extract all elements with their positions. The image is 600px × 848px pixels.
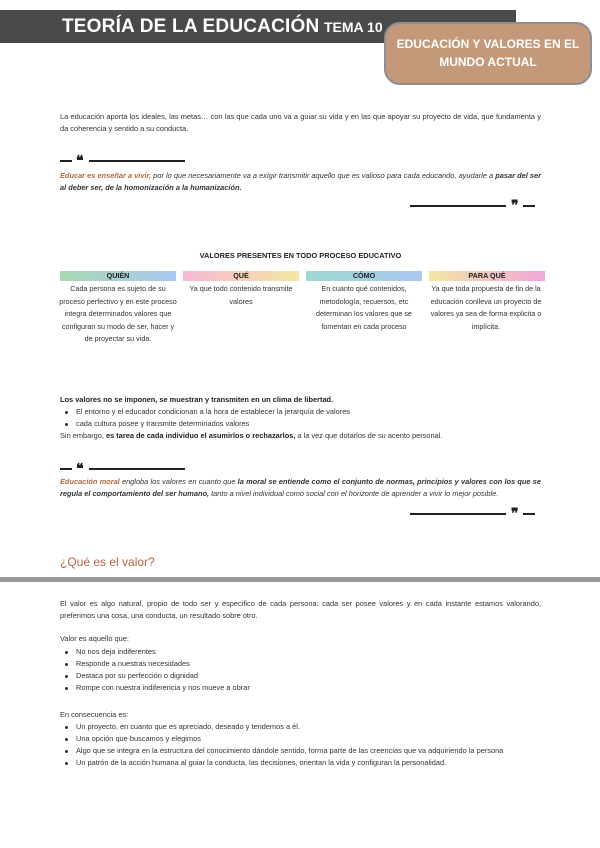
list-item: No nos deja indiferentes [60, 646, 541, 658]
column-header-para-que: PARA QUÉ [429, 271, 545, 281]
open-quote-icon: ❝ [76, 153, 84, 169]
list-item: Una opción que buscamos y elegimos [60, 733, 541, 745]
list-intro: En consecuencia es: [60, 710, 129, 719]
value-traits-list [60, 646, 541, 694]
quote-text-end: tanto a nivel individual como social con el horizonte de aprender a vivir lo mejor posible. [209, 489, 499, 498]
column-header-que: QUÉ [183, 271, 299, 281]
quote-emphasis: pasar del ser al deber ser, de la homonización a la humanización. [60, 171, 541, 192]
values-closing [60, 430, 541, 442]
closing-text-end: a la vez que dotarlos de su acento personal. [295, 431, 443, 440]
quote-educar [60, 170, 541, 194]
quote-lead: Educar es enseñar a vivir, [60, 171, 152, 180]
list-item: Un proyecto, en cuanto que es apreciado, deseado y tendemos a él. [60, 721, 541, 733]
values-heading: Los valores no se imponen, se muestran y transmiten en un clima de libertad. [60, 395, 334, 404]
list-item: Responde a nuestras necesidades [60, 658, 541, 670]
column-text-que: Ya que todo contenido transmite valores [189, 284, 293, 306]
consequence-list [60, 721, 541, 769]
quote-close-mark [410, 506, 535, 522]
open-quote-icon: ❝ [76, 461, 84, 477]
list-item: Rompe con nuestra indiferencia y nos mueve a obrar [60, 682, 541, 694]
value-definition: El valor es algo natural, propio de todo ser y especifico de cada persona: cada ser posee valores y en cada instante estamos valorando, preferimos una cosa, una conducta, un resultado sobre otro. [60, 599, 541, 620]
section-title: ¿Qué es el valor? [60, 555, 155, 569]
tema-label: TEMA 10 [324, 19, 383, 35]
list-item: Destaca por su perfección o dignidad [60, 670, 541, 682]
values-list [60, 406, 541, 430]
quote-educacion-moral [60, 476, 541, 500]
list-intro: Valor es aquello que: [60, 634, 129, 643]
list-item: Un patrón de la acción humana al guiar la conducta, las decisiones, orientan la vida y configuran la personalidad. [60, 757, 541, 769]
document-title: TEORÍA DE LA EDUCACIÓN [62, 16, 320, 37]
column-text-quien: Cada persona es sujeto de su proceso perfectivo y en este proceso integra determinados valores que configuran su modo de ser, hacer y de proyectar su vida. [59, 284, 177, 343]
list-item: cada cultura posee y transmite determinados valores [60, 418, 541, 430]
column-header-como: CÓMO [306, 271, 422, 281]
quote-open-mark [60, 153, 185, 169]
section-divider [0, 577, 600, 582]
closing-emphasis: es tarea de cada individuo el asumirlos o rechazarlos, [106, 431, 296, 440]
list-item: El entorno y el educador condicionan a la hora de establecer la jerarquía de valores [60, 406, 541, 418]
column-text-como: En cuanto qué contenidos, metodología, recuersos, etc determinan los valores que se fomentan en cada proceso [316, 284, 412, 331]
column-text-para-que: Ya que toda propuesta de fin de la educación conlleva un proyecto de valores ya sea de forma explicita o implícita. [430, 284, 542, 331]
column-header-quien: QUIÉN [60, 271, 176, 281]
table-title: VALORES PRESENTES EN TODO PROCESO EDUCATIVO [199, 251, 402, 260]
topic-badge: EDUCACIÓN Y VALORES EN EL MUNDO ACTUAL [384, 22, 592, 85]
close-quote-icon: ❞ [511, 198, 519, 214]
list-item: Algo que se integra en la estructura del conocimiento dándole sentido, forma parte de las creencias que va adquiriendo la persona [60, 745, 541, 757]
quote-text: engloba los valores en cuanto que [119, 477, 238, 486]
quote-lead: Educación moral [60, 477, 120, 486]
intro-paragraph: La educación aporta los ideales, las metas… con las que cada uno va a guiar su vida y en las que apoyar su proyecto de vida, que fundamenta y da coherencia y sentido a su conducta. [60, 112, 541, 133]
closing-text: Sin embargo, [60, 431, 107, 440]
quote-close-mark [410, 198, 535, 214]
quote-emphasis: la moral se entiende como el conjunto de normas, principios y valores con los que se regula el comportamiento del ser humano, [60, 477, 541, 498]
quote-text: por lo que necesariamente va a exigir transmitir aquello que es valioso para cada educando, ayudarle a [151, 171, 496, 180]
close-quote-icon: ❞ [511, 506, 519, 522]
quote-open-mark [60, 461, 185, 477]
